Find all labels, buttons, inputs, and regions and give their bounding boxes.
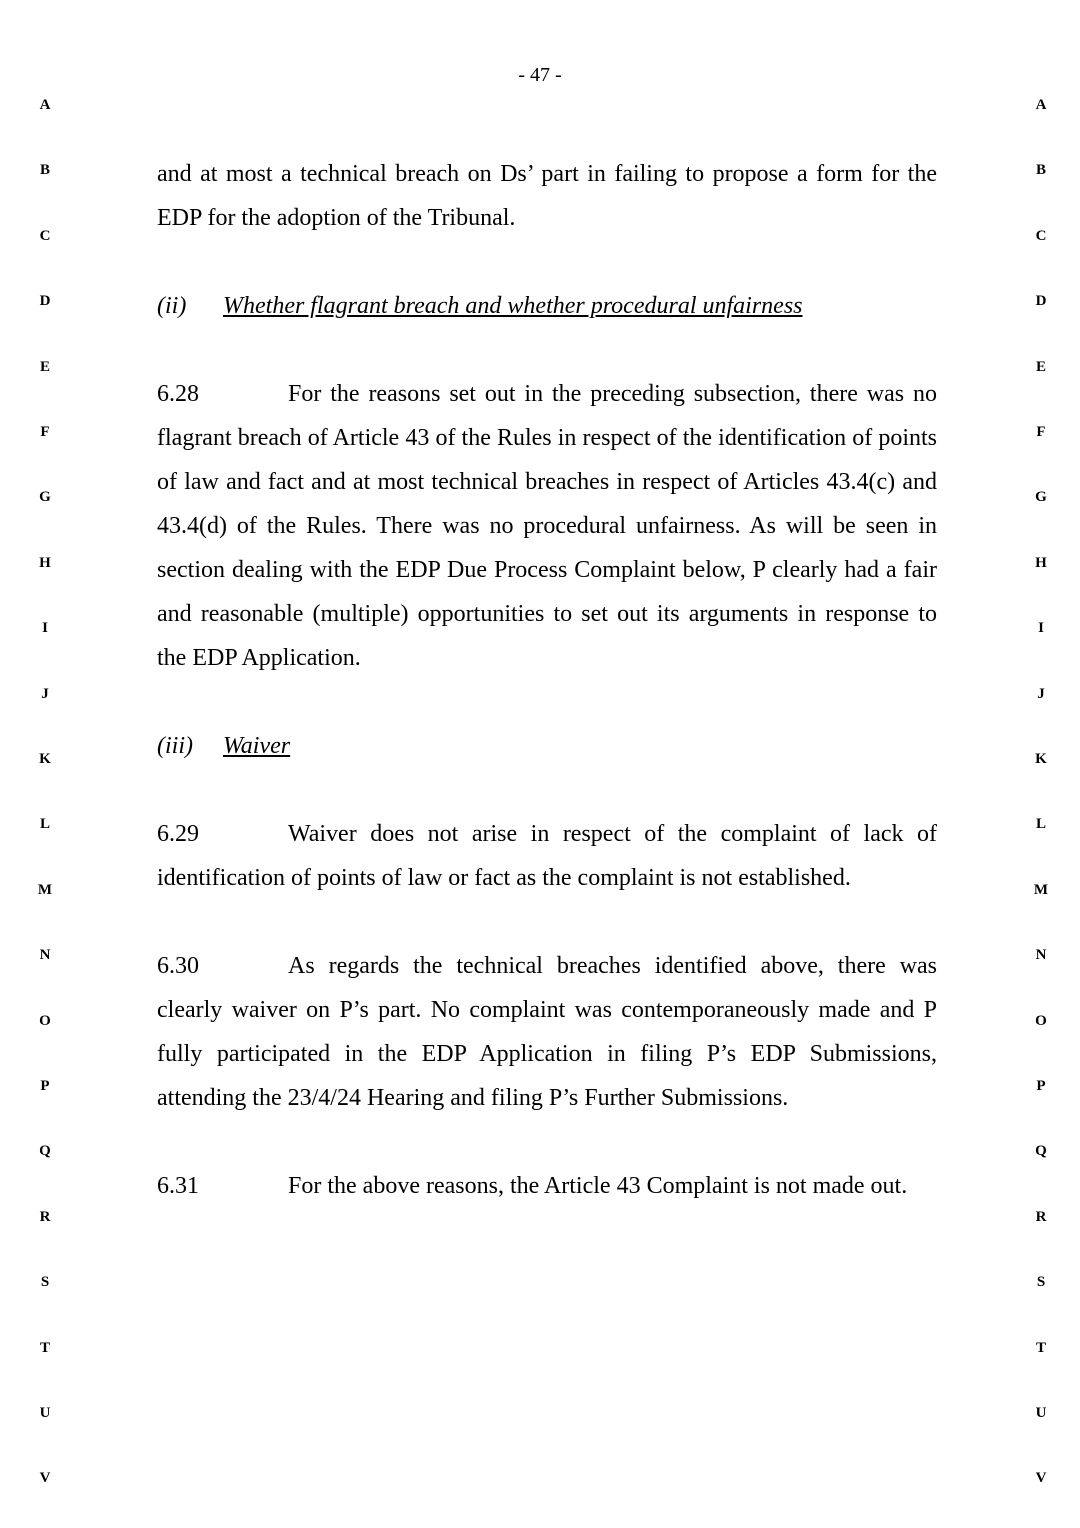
left-margin-letter-a: A (39, 97, 51, 113)
right-margin-letter-l: L (1035, 816, 1046, 833)
right-margin-letter-g: G (1035, 489, 1047, 506)
document-body (157, 152, 937, 1208)
page-number: - 47 - (518, 64, 562, 86)
right-margin-letter-s: S (1036, 1274, 1046, 1291)
section-heading-ii (157, 284, 937, 328)
left-margin-letter-d: D (39, 293, 51, 310)
right-margin-letter-m: M (1033, 881, 1049, 898)
paragraph-text: For the reasons set out in the preceding subsection, there was no flagrant breach of Article 43 of the Rules in respect of the identification of points of law and fact and at most technical breaches in respect of Articles 43.4(c) and 43.4(d) of the Rules. There was no procedural unfairness. As will be seen in section dealing with the EDP Due Process Complaint below, P clearly had a fair and reasonable (multiple) opportunities to set out its arguments in response to the EDP Application. (157, 381, 937, 671)
paragraph-number: 6.30 (157, 953, 199, 979)
right-margin-letter-h: H (1035, 554, 1047, 571)
left-margin-letter-u: U (39, 1405, 51, 1421)
left-margin-letter-k: K (39, 751, 51, 767)
paragraph-6-28 (157, 372, 937, 680)
right-margin-letter-d: D (1035, 293, 1047, 310)
left-margin-letter-c: C (39, 227, 51, 244)
right-margin-letter-p: P (1036, 1078, 1046, 1094)
right-margin-letter-f: F (1036, 424, 1046, 440)
left-margin-letter-n: N (39, 947, 51, 964)
left-margin-letter-i: I (42, 620, 48, 637)
right-margin-letters (1026, 0, 1056, 1528)
heading-number: (iii) (157, 733, 193, 759)
left-margin-letter-o: O (39, 1012, 51, 1029)
left-margin-letter-r: R (39, 1208, 51, 1225)
paragraph-text: As regards the technical breaches identified above, there was clearly waiver on P’s part. No complaint was contemporaneously made and P fully participated in the EDP Application in filing P’s EDP Submissions, attending the 23/4/24 Hearing and filing P’s Further Submissions. (157, 953, 937, 1111)
left-margin-letter-l: L (39, 816, 50, 833)
paragraph-6-31 (157, 1164, 937, 1208)
right-margin-letter-j: J (1037, 685, 1045, 702)
paragraph-continuation: and at most a technical breach on Ds’ part in failing to propose a form for the EDP for the adoption of the Tribunal. (157, 161, 937, 231)
left-margin-letter-q: Q (39, 1143, 51, 1160)
right-margin-letter-q: Q (1035, 1143, 1047, 1160)
paragraph-text: For the above reasons, the Article 43 Complaint is not made out. (288, 1173, 908, 1199)
left-margin-letter-v: V (39, 1470, 51, 1487)
left-margin-letter-p: P (40, 1078, 50, 1094)
right-margin-letter-c: C (1035, 227, 1047, 244)
right-margin-letter-i: I (1038, 620, 1044, 637)
right-margin-letter-n: N (1035, 947, 1047, 964)
heading-title: Waiver (223, 733, 291, 759)
left-margin-letters (30, 0, 60, 1528)
left-margin-letter-h: H (39, 554, 51, 571)
paragraph-text: Waiver does not arise in respect of the complaint of lack of identification of points of law or fact as the complaint is not established. (157, 821, 937, 891)
right-margin-letter-u: U (1035, 1405, 1047, 1421)
right-margin-letter-b: B (1035, 162, 1046, 179)
right-margin-letter-t: T (1035, 1339, 1046, 1356)
left-margin-letter-g: G (39, 489, 51, 506)
left-margin-letter-b: B (39, 162, 50, 179)
left-margin-letter-s: S (40, 1274, 50, 1291)
paragraph-number: 6.29 (157, 821, 199, 847)
left-margin-letter-e: E (39, 358, 50, 375)
left-margin-letter-j: J (41, 685, 49, 702)
section-heading-iii (157, 724, 937, 768)
right-margin-letter-a: A (1035, 97, 1047, 113)
paragraph-6-29 (157, 812, 937, 900)
left-margin-letter-t: T (39, 1339, 50, 1356)
heading-title: Whether flagrant breach and whether procedural unfairness (223, 293, 803, 319)
paragraph-number: 6.28 (157, 381, 199, 407)
left-margin-letter-m: M (37, 881, 53, 898)
right-margin-letter-r: R (1035, 1208, 1047, 1225)
right-margin-letter-e: E (1035, 358, 1046, 375)
paragraph-number: 6.31 (157, 1173, 199, 1199)
right-margin-letter-k: K (1035, 751, 1047, 767)
right-margin-letter-v: V (1035, 1470, 1047, 1487)
heading-number: (ii) (157, 293, 187, 319)
right-margin-letter-o: O (1035, 1012, 1047, 1029)
paragraph-6-30 (157, 944, 937, 1120)
left-margin-letter-f: F (40, 424, 50, 440)
